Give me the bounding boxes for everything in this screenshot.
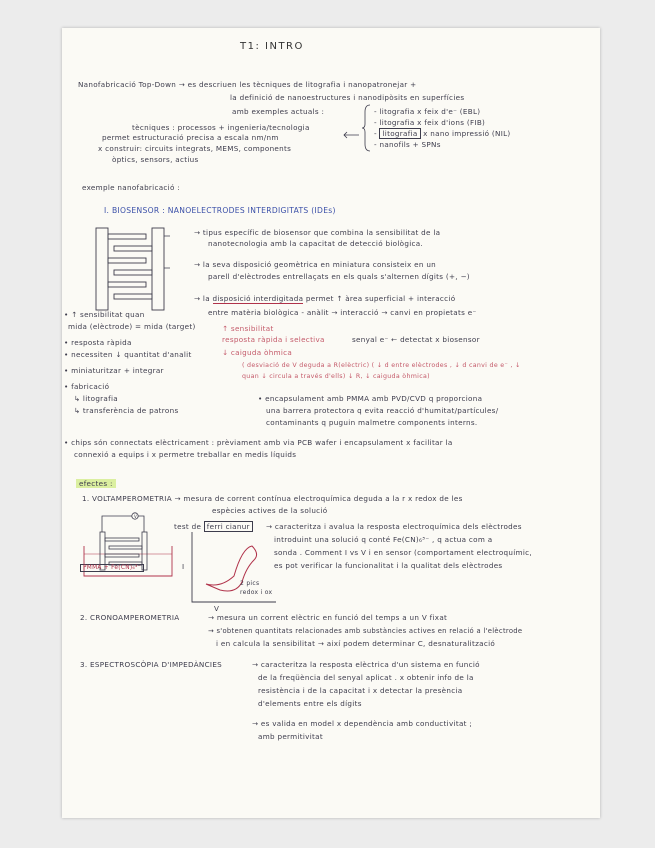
chips-note: connexió a equips i x permetre treballar en medis líquids <box>74 450 297 459</box>
peak-label: 2 pics <box>240 580 260 587</box>
fabrication-detail: contaminants q puguin malmetre components interns. <box>266 418 478 427</box>
nanofab-list-item: - nanofils + SPNs <box>374 140 441 149</box>
example-label: exemple nanofabricació : <box>82 183 180 192</box>
chronoamperometry-heading: 2. CRONOAMPEROMETRIA <box>80 613 180 622</box>
biosensor-point-3: → la disposició interdigitada permet ↑ àrea superficial + interacció <box>194 294 456 303</box>
chronoamperometry-detail: → s'obtenen quantitats relacionades amb substàncies actives en relació a l'elèctrode <box>208 627 523 635</box>
biosensor-point-3: senyal e⁻ ← detectat x biosensor <box>352 335 480 344</box>
test-description: → caracteritza i avalua la resposta electroquímica dels elèctrodes <box>266 522 522 531</box>
test-description: introduint una solució q conté Fe(CN)₆³⁻ , q actua com a <box>274 535 493 544</box>
boxed-word: litografia <box>379 128 420 139</box>
interdigitated-electrode-sketch <box>90 224 170 314</box>
advantage-item: • fabricació <box>64 382 110 391</box>
nanofab-line-2: la definició de nanoestructures i nanodipòsits en superfícies <box>230 93 465 102</box>
axis-label-y: I <box>182 562 185 571</box>
impedance-detail: → es valida en model x dependència amb conductivitat ; <box>252 719 473 728</box>
nanofab-side-note: tècniques : processos + ingenieria/tecnologia <box>132 123 310 132</box>
chronoamperometry-detail: i en calcula la sensibilitat → així podem determinar C, desnaturalització <box>216 639 496 648</box>
nanofab-side-note: permet estructuració precisa a escala nm/nm <box>102 133 279 142</box>
advantage-item: • miniaturitzar + integrar <box>64 366 164 375</box>
chronoamperometry-detail: → mesura un corrent elèctric en funció del temps a un V fixat <box>208 613 448 622</box>
advantage-item: ↳ litografia <box>74 394 118 403</box>
chips-note: • chips són connectats elèctricament : prèviament amb via PCB wafer i encapsulament x facilitar la <box>64 438 453 447</box>
biosensor-heading: I. BIOSENSOR : NANOELECTRODES INTERDIGITATS (IDEs) <box>104 206 336 215</box>
list-brace <box>362 104 372 152</box>
arrow-left-icon <box>342 131 360 139</box>
nanofab-side-note: òptics, sensors, actius <box>112 155 199 164</box>
biosensor-point-1: nanotecnologia amb la capacitat de detecció biològica. <box>208 239 424 248</box>
biosensor-point-1: → tipus específic de biosensor que combina la sensibilitat de la <box>194 228 441 237</box>
advantage-item: • necessiten ↓ quantitat d'analit <box>64 350 192 359</box>
impedance-detail: amb permitivitat <box>258 732 323 741</box>
impedance-detail: → caracteritza la resposta elèctrica d'un sistema en funció <box>252 660 480 669</box>
nanofab-list-item: - litografia x feix d'e⁻ (EBL) <box>374 107 481 116</box>
effects-label <box>76 479 116 488</box>
impedance-heading: 3. ESPECTROSCÒPIA D'IMPEDÀNCIES <box>80 660 223 669</box>
svg-text:V: V <box>134 514 137 519</box>
test-description: es pot verificar la funcionalitat i la qualitat dels elèctrodes <box>274 561 503 570</box>
axis-label-x: V <box>214 604 220 613</box>
advantage-item: • ↑ sensibilitat quan <box>64 310 145 319</box>
advantage-item: mida (elèctrode) = mida (target) <box>68 322 196 331</box>
voltammetry-heading: 1. VOLTAMPEROMETRIA → mesura de corrent contínua electroquímica deguda a la r x redox de les <box>82 494 463 503</box>
impedance-detail: d'elements entre els dígits <box>258 699 362 708</box>
ohmic-drop-note: ↓ caiguda òhmica <box>222 348 293 357</box>
nanofab-side-note: x construir: circuits integrats, MEMS, components <box>98 144 292 153</box>
notebook-page <box>62 28 600 818</box>
biosensor-point-3: entre matèria biològica - anàlit → interacció → canvi en propietats e⁻ <box>208 308 477 317</box>
nanofab-list-item: - litografia x feix d'ions (FIB) <box>374 118 486 127</box>
test-label: test de ferri cianur <box>174 522 253 531</box>
impedance-detail: de la freqüència del senyal aplicat . x obtenir info de la <box>258 673 474 682</box>
ohmic-drop-detail: quan ↓ circula a través d'ells) ↓ R, ↓ caiguda òhmica) <box>242 373 430 380</box>
advantage-item: ↳ transferència de patrons <box>74 406 179 415</box>
fabrication-detail: una barrera protectora q evita reacció d'humitat/partícules/ <box>266 406 499 415</box>
voltammetry-heading: espècies actives de la solució <box>212 506 328 515</box>
nanofab-line-1: Nanofabricació Top-Down → es descriuen les tècniques de litografia i nanopatronejar + <box>78 80 417 89</box>
test-description: sonda . Comment I vs V i en sensor (comportament electroquímic, <box>274 548 532 557</box>
impedance-detail: resistència i de la capacitat i x detectar la presència <box>258 686 463 695</box>
sensitivity-note: ↑ sensibilitat <box>222 324 274 333</box>
nanofab-line-3: amb exemples actuals : <box>232 107 325 116</box>
peak-label: redox i ox <box>240 589 273 596</box>
ohmic-drop-detail: ( desviació de V deguda a R(elèctric) ( ↓ d entre elèctrodes , ↓ d canvi de e⁻ , ↓ <box>242 362 521 369</box>
boxed-word: ferri cianur <box>204 521 253 532</box>
advantage-item: • resposta ràpida <box>64 338 132 347</box>
underlined-term: disposició interdigitada <box>212 294 304 303</box>
nanofab-list-item: - litografia x nano impressió (NIL) <box>374 129 511 138</box>
highlight: efectes : <box>76 479 116 488</box>
response-note: resposta ràpida i selectiva <box>222 335 325 344</box>
fabrication-detail: • encapsulament amb PMMA amb PVD/CVD q proporciona <box>258 394 483 403</box>
page-title: T1: INTRO <box>240 41 304 52</box>
biosensor-point-2: parell d'elèctrodes entrellaçats en els quals s'alternen dígits (+, −) <box>208 272 470 281</box>
biosensor-point-2: → la seva disposició geomètrica en miniatura consisteix en un <box>194 260 437 269</box>
solution-label: PMMA + Fe(CN)₆³⁻ <box>80 564 144 573</box>
